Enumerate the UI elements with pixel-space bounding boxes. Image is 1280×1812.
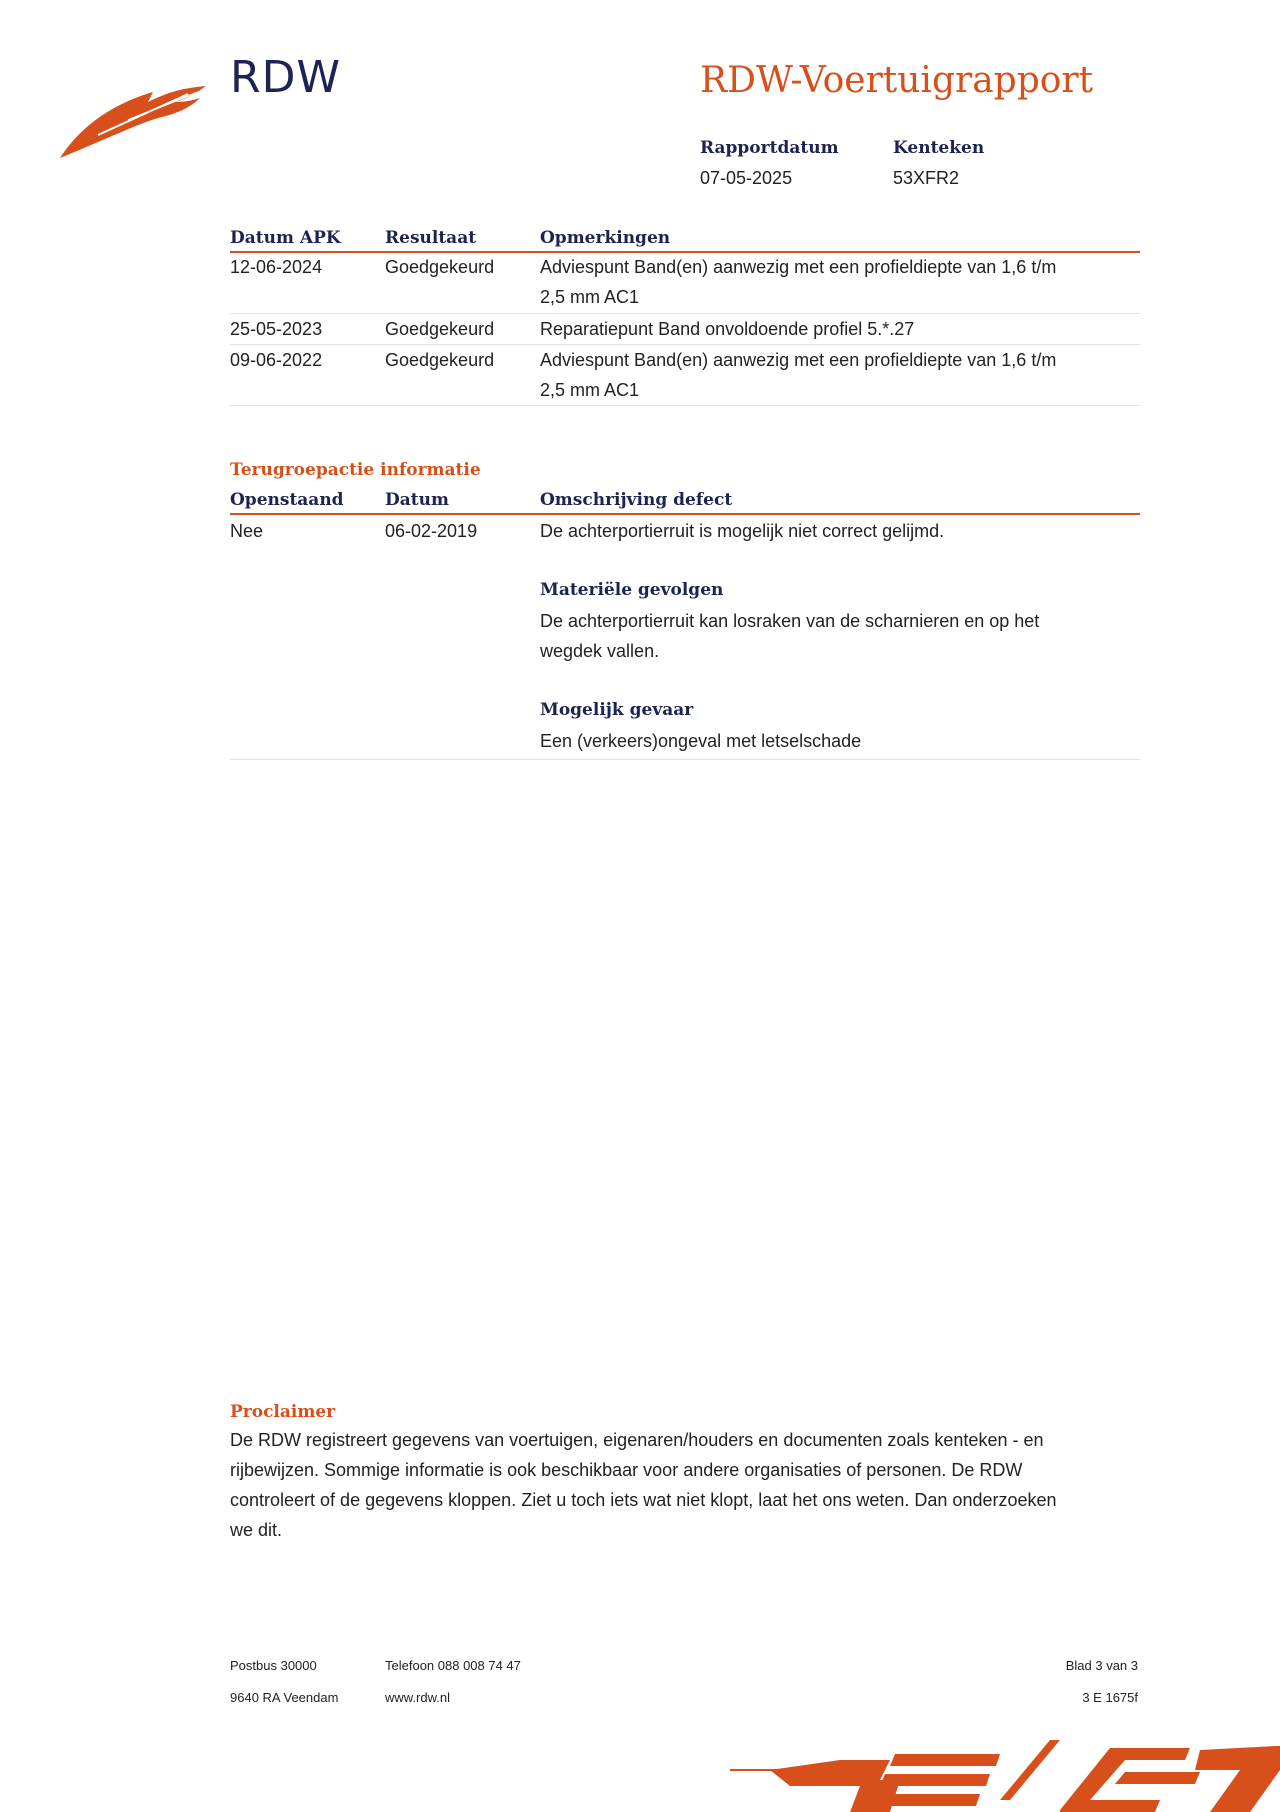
proclaimer-line: De RDW registreert gegevens van voertuigen, eigenaren/houders en documenten zoals kenteken - en xyxy=(230,1430,1044,1450)
kenteken-value: 53XFR2 xyxy=(893,168,960,188)
recall-header-datum: Datum xyxy=(385,490,449,510)
apk-row-resultaat: Goedgekeurd xyxy=(385,257,495,277)
rapportdatum-label: Rapportdatum xyxy=(700,138,839,158)
apk-header-datum: Datum APK xyxy=(230,228,341,248)
recall-openstaand: Nee xyxy=(230,521,264,541)
footer-plaats: 9640 RA Veendam xyxy=(230,1690,339,1705)
apk-header-resultaat: Resultaat xyxy=(385,228,477,248)
apk-row-datum: 12-06-2024 xyxy=(230,257,323,277)
row-divider xyxy=(230,759,1140,760)
proclaimer-line: controleert of de gegevens kloppen. Ziet u toch iets wat niet klopt, laat het ons weten. Dan onderzoeken xyxy=(230,1490,1057,1510)
proclaimer-text xyxy=(230,1425,1130,1545)
recall-header-rule xyxy=(230,513,1140,515)
row-divider xyxy=(230,405,1140,406)
apk-table xyxy=(230,226,1140,406)
rdw-stripes-graphic-icon xyxy=(730,1740,1280,1812)
proclaimer-line: rijbewijzen. Sommige informatie is ook beschikbaar voor andere organisaties of personen. De RDW xyxy=(230,1460,1023,1480)
recall-header-openstaand: Openstaand xyxy=(230,490,344,510)
apk-row-opmerking-line2: 2,5 mm AC1 xyxy=(540,380,640,400)
apk-row-datum: 25-05-2023 xyxy=(230,319,323,339)
kenteken-label: Kenteken xyxy=(893,138,985,158)
mogelijk-gevaar-text: Een (verkeers)ongeval met letselschade xyxy=(540,731,862,751)
rdw-feather-logo-icon xyxy=(58,80,208,160)
document-title: RDW-Voertuigrapport xyxy=(700,60,1094,101)
recall-section-title: Terugroepactie informatie xyxy=(230,460,481,480)
footer-website[interactable]: www.rdw.nl xyxy=(385,1690,451,1705)
rapportdatum-value: 07-05-2025 xyxy=(700,168,793,188)
logo-text: RDW xyxy=(230,52,341,103)
proclaimer-title: Proclaimer xyxy=(230,1402,336,1422)
recall-table xyxy=(230,488,1140,760)
apk-row-datum: 09-06-2022 xyxy=(230,350,323,370)
footer-page-number: Blad 3 van 3 xyxy=(1065,1658,1138,1673)
mogelijk-gevaar-label: Mogelijk gevaar xyxy=(540,700,694,720)
footer-telefoon: Telefoon 088 008 74 47 xyxy=(385,1658,521,1673)
apk-row-opmerking-line2: 2,5 mm AC1 xyxy=(540,287,640,307)
apk-header-opmerkingen: Opmerkingen xyxy=(540,228,671,248)
recall-datum: 06-02-2019 xyxy=(385,521,478,541)
apk-row-resultaat: Goedgekeurd xyxy=(385,319,495,339)
recall-header-omschrijving: Omschrijving defect xyxy=(540,490,733,510)
apk-row-opmerking-line1: Adviespunt Band(en) aanwezig met een profieldiepte van 1,6 t/m xyxy=(540,350,1057,370)
footer-postbus: Postbus 30000 xyxy=(230,1658,317,1673)
apk-row-opmerking-line1: Adviespunt Band(en) aanwezig met een profieldiepte van 1,6 t/m xyxy=(540,257,1057,277)
recall-omschrijving: De achterportierruit is mogelijk niet correct gelijmd. xyxy=(540,521,945,541)
materiele-gevolgen-line1: De achterportierruit kan losraken van de scharnieren en op het xyxy=(540,611,1040,631)
materiele-gevolgen-line2: wegdek vallen. xyxy=(540,641,660,661)
proclaimer-line: we dit. xyxy=(230,1520,283,1540)
apk-row-opmerking-line1: Reparatiepunt Band onvoldoende profiel 5.*.27 xyxy=(540,319,915,339)
apk-row-resultaat: Goedgekeurd xyxy=(385,350,495,370)
footer-document-code: 3 E 1675f xyxy=(1082,1690,1138,1705)
materiele-gevolgen-label: Materiële gevolgen xyxy=(540,580,724,600)
